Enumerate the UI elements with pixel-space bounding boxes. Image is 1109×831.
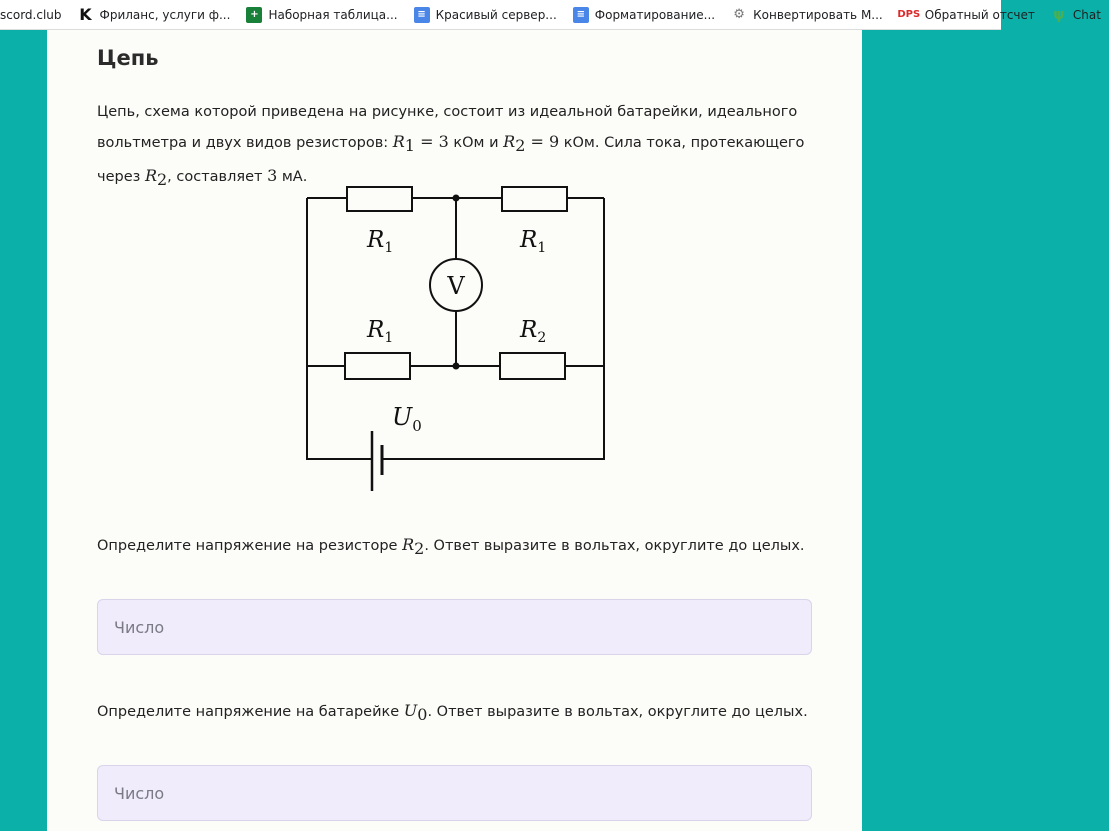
- q1-symbol: R: [402, 535, 415, 554]
- bookmark-countdown[interactable]: [891, 0, 1043, 30]
- bookmark-label: Chat: [1072, 7, 1101, 22]
- battery-label: $U_0$: [392, 403, 422, 435]
- problem-title: Цепь: [97, 46, 159, 70]
- bookmark-docs-2[interactable]: [565, 0, 723, 30]
- resistor-top-left: [347, 187, 412, 211]
- problem-line-3: через $R_2$, составляет 3 мА.: [97, 165, 308, 189]
- docs-icon: ≡: [414, 7, 430, 23]
- answer-input-1[interactable]: [97, 599, 812, 655]
- r2-value: = 9: [525, 132, 560, 151]
- resistor-mid-left: [345, 353, 410, 379]
- bookmark-label: scord.club: [0, 7, 62, 22]
- chat-icon: ψ: [1053, 6, 1065, 23]
- r1-symbol: R: [392, 132, 405, 151]
- resistor-mid-right: [500, 353, 565, 379]
- junction-top: [453, 195, 460, 202]
- bookmark-label: Наборная таблица...: [268, 7, 398, 22]
- kwork-icon: K: [79, 5, 92, 24]
- answer-input-2[interactable]: [97, 765, 812, 821]
- r2-symbol: R: [503, 132, 516, 151]
- bookmark-chat[interactable]: [1043, 0, 1109, 30]
- bookmark-label: Форматирование...: [594, 7, 716, 22]
- bookmark-label: Фриланс, услуги ф...: [99, 7, 231, 22]
- bookmark-docs-1[interactable]: [406, 0, 565, 30]
- label-mid-right: $R_2$: [520, 317, 547, 346]
- problem-line-1: Цепь, схема которой приведена на рисунке, состоит из идеальной батарейки, идеального: [97, 104, 798, 120]
- bookmark-label: Обратный отсчет: [924, 7, 1035, 22]
- bookmark-kwork[interactable]: [70, 0, 239, 30]
- wire-left: [307, 198, 372, 459]
- question-2: Определите напряжение на батарейке $U_0$. Ответ выразите в вольтах, округлите до целых.: [97, 701, 808, 724]
- bookmark-sheets[interactable]: [238, 0, 405, 30]
- r1-value: = 3: [414, 132, 449, 151]
- label-top-left: $R_1$: [367, 227, 394, 256]
- junction-middle: [453, 363, 460, 370]
- problem-statement: [97, 97, 817, 195]
- bookmark-scord[interactable]: [0, 0, 70, 30]
- sheets-icon: +: [246, 7, 262, 23]
- current-value: 3: [267, 165, 278, 185]
- question-1: Определите напряжение на резисторе $R_2$. Ответ выразите в вольтах, округлите до целых.: [97, 535, 805, 558]
- problem-card: [47, 30, 862, 831]
- bookmark-convert[interactable]: [723, 0, 891, 30]
- resistor-top-right: [502, 187, 567, 211]
- dps-icon: DPS: [897, 9, 921, 20]
- voltmeter-label: V: [447, 272, 465, 300]
- q2-symbol: U: [403, 701, 418, 720]
- bookmark-label: Конвертировать М...: [753, 7, 883, 22]
- problem-line-2: вольтметра и двух видов резисторов: $R_1 = 3$ кОм и $R_2 = 9$ кОм. Сила тока, протекающего: [97, 132, 805, 155]
- label-mid-left: $R_1$: [367, 317, 394, 346]
- label-top-right: $R_1$: [520, 227, 547, 256]
- bookmark-label: Красивый сервер...: [435, 7, 557, 22]
- circuit-diagram: [302, 185, 612, 495]
- convert-icon: ⚙: [733, 7, 745, 22]
- docs-icon: ≡: [573, 7, 589, 23]
- bookmarks-bar: [0, 0, 1101, 30]
